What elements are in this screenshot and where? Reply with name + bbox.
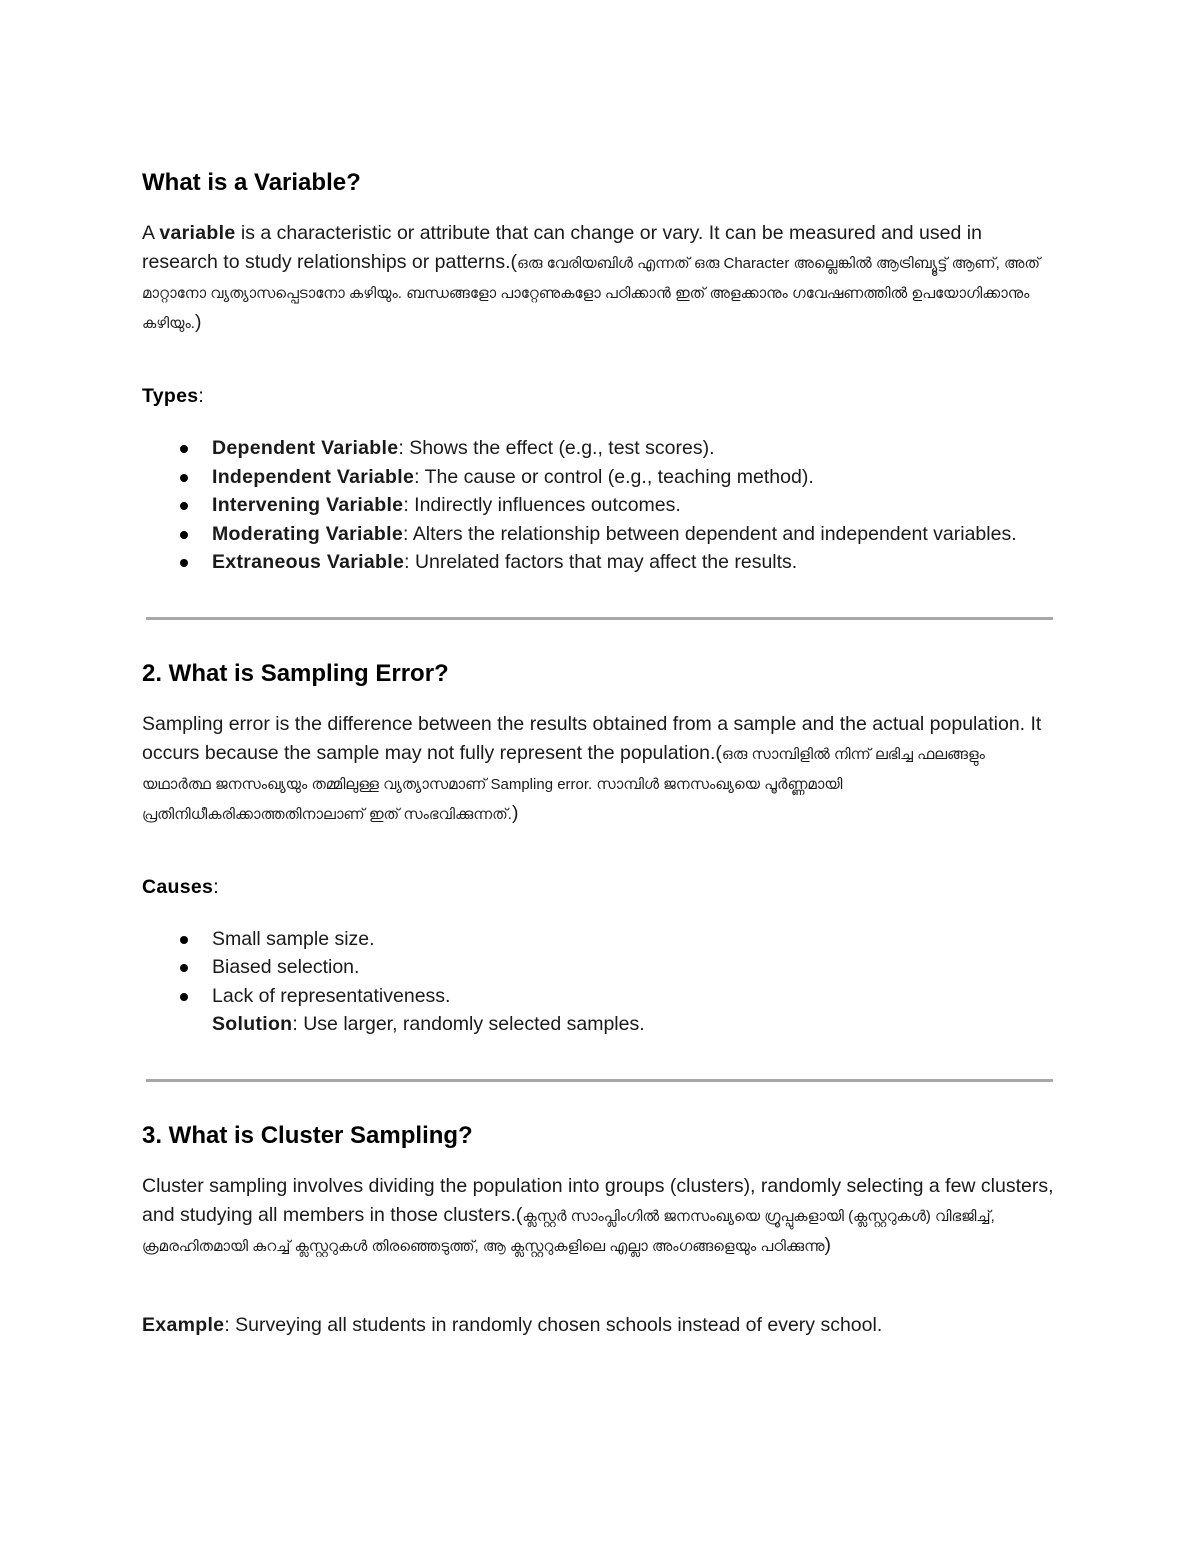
section-divider bbox=[146, 617, 1053, 620]
solution-line: Solution: Use larger, randomly selected samples. bbox=[212, 1013, 645, 1035]
list-item: Intervening Variable: Indirectly influences outcomes. bbox=[142, 491, 1054, 520]
list-item: Dependent Variable: Shows the effect (e.g., test scores). bbox=[142, 434, 1054, 463]
list-item: Small sample size. bbox=[142, 925, 1054, 954]
list-item: Extraneous Variable: Unrelated factors that may affect the results. bbox=[142, 548, 1054, 577]
causes-list bbox=[142, 925, 1054, 1039]
sampling-error-definition: Sampling error is the difference between the results obtained from a sample and the actual population. It occurs because the sample may not fully represent the population.(ഒരു സാമ്പിളിൽ നിന്ന് ലഭിച്ച ഫലങ്ങളും യഥാർത്ഥ ജനസംഖ്യയും തമ്മിലുള്ള വ്യത്യാസമാണ് Sampling error. സാമ്പിൾ ജനസംഖ്യയെ പൂർണ്ണമായി പ്രതിനിധീകരിക്കാത്തതിനാലാണ് ഇത് സംഭവിക്കുന്നത്.) bbox=[142, 712, 1042, 824]
causes-label: Causes: bbox=[142, 875, 219, 898]
heading-sampling-error: 2. What is Sampling Error? bbox=[142, 659, 449, 687]
variable-types-list bbox=[142, 434, 1054, 577]
list-item: Lack of representativeness. bbox=[142, 982, 1054, 1011]
heading-what-is-variable: What is a Variable? bbox=[142, 169, 361, 196]
heading-cluster-sampling: 3. What is Cluster Sampling? bbox=[142, 1121, 473, 1149]
cluster-sampling-definition: Cluster sampling involves dividing the population into groups (clusters), randomly selecting a few clusters, and studying all members in those clusters.(ക്ലസ്റ്റർ സാംപ്ലിംഗിൽ ജനസംഖ്യയെ ഗ്രൂപ്പുകളായി (ക്ലസ്റ്ററുകൾ) വിഭജിച്ച്, ക്രമരഹിതമായി കുറച്ച് ക്ലസ്റ്ററുകൾ തിരഞ്ഞെടുത്ത്, ആ ക്ലസ്റ്ററുകളിലെ എല്ലാ അംഗങ്ങളെയും പഠിക്കുന്നു) bbox=[142, 1174, 1054, 1256]
example-line: Example: Surveying all students in randomly chosen schools instead of every school. bbox=[142, 1313, 883, 1336]
types-label: Types: bbox=[142, 385, 204, 407]
section-divider bbox=[146, 1079, 1053, 1082]
list-item: Moderating Variable: Alters the relationship between dependent and independent variables. bbox=[142, 520, 1054, 549]
document-content bbox=[142, 167, 1054, 1340]
list-item: Biased selection. bbox=[142, 953, 1054, 982]
variable-definition: A variable is a characteristic or attribute that can change or vary. It can be measured and used in research to study relationships or patterns.(ഒരു വേരിയബിൾ എന്നത് ഒരു Character അല്ലെങ്കിൽ ആട്രിബ്യൂട്ട് ആണ്, അത് മാറ്റാനോ വ്യത്യാസപ്പെടാനോ കഴിയും. ബന്ധങ്ങളോ പാറ്റേണുകളോ പഠിക്കാൻ ഇത് അളക്കാനും ഗവേഷണത്തിൽ ഉപയോഗിക്കാനും കഴിയും.) bbox=[142, 222, 1041, 333]
list-item: Independent Variable: The cause or control (e.g., teaching method). bbox=[142, 463, 1054, 492]
